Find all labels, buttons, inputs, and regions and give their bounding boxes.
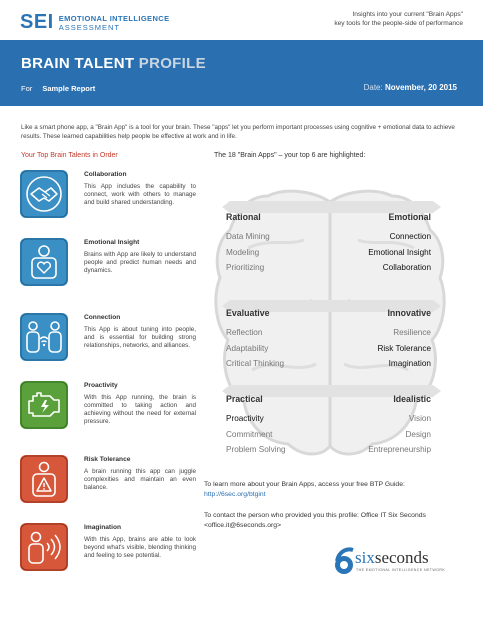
quadrant-idealistic: [368, 394, 431, 461]
brain-app: Problem Solving: [226, 445, 286, 454]
tagline-line-1: Insights into your current "Brain Apps": [352, 11, 463, 18]
brain-app-highlighted: Imagination: [388, 359, 431, 368]
talent-collaboration: [20, 170, 195, 230]
header-tagline: [334, 10, 463, 28]
six-seconds-wordmark: sixseconds: [355, 548, 429, 567]
talent-name: Imagination: [84, 524, 121, 531]
quadrant-innovative: [377, 308, 431, 375]
report-title: BRAIN TALENT PROFILE: [21, 55, 206, 72]
sei-abbr: SEI: [20, 11, 54, 33]
quadrant-title: Idealistic: [393, 394, 431, 404]
brain-app: Vision: [408, 414, 431, 423]
tagline-line-2: key tools for the people-side of performance: [334, 20, 463, 27]
talent-imagination: [20, 523, 195, 583]
talent-emotional-insight: [20, 238, 195, 298]
talent-desc: With this App, brains are able to look beyond what's visible, blending thinking and feeling to see potential.: [84, 536, 196, 559]
six-seconds-mark-icon: [333, 547, 355, 577]
brain-app-highlighted: Connection: [389, 232, 431, 241]
learn-text: To learn more about your Brain Apps, access your free BTP Guide:: [204, 481, 405, 488]
engine-icon: [20, 381, 68, 429]
brain-apps-diagram: [208, 188, 453, 470]
learn-more: [204, 480, 466, 500]
logo-line-2: ASSESSMENT: [58, 22, 121, 32]
two-people-wifi-icon: [20, 313, 68, 361]
talent-desc: This App includes the capability to connect, work with others to manage and build shared understanding.: [84, 183, 196, 206]
quadrant-rational: [226, 212, 270, 279]
quadrant-title: Emotional: [388, 212, 431, 222]
talent-name: Risk Tolerance: [84, 456, 131, 463]
brain-app: Resilience: [393, 328, 431, 337]
talent-connection: [20, 313, 195, 373]
brain-app-highlighted: Collaboration: [382, 263, 431, 272]
six-seconds-tagline: THE EMOTIONAL INTELLIGENCE NETWORK: [356, 568, 446, 572]
brain-app-highlighted: Proactivity: [226, 414, 264, 423]
brain-app: Data Mining: [226, 232, 270, 241]
brain-app: Critical Thinking: [226, 359, 285, 368]
quadrant-evaluative: [226, 308, 284, 375]
quadrant-title: Evaluative: [226, 308, 270, 318]
broadcast-person-icon: [20, 523, 68, 571]
talent-desc: Brains with App are likely to understand people and predict human needs and dynamics.: [84, 251, 196, 274]
brain-app-highlighted: Emotional Insight: [368, 247, 431, 257]
for-line: For Sample Report: [21, 84, 96, 93]
talent-desc: This App is about tuning into people, and is essential for building strong relationships, networks, and alliances.: [84, 326, 196, 349]
left-heading: Your Top Brain Talents in Order: [21, 152, 118, 159]
intro-paragraph: Like a smart phone app, a "Brain App" is a tool for your brain. These "apps" let you perform important processes using cognitive + emotional data to achieve results. These learned capabilities help people be effective at work and in life.: [21, 124, 455, 140]
handshake-icon: [20, 170, 68, 218]
talent-name: Proactivity: [84, 382, 118, 389]
brain-app-highlighted: Risk Tolerance: [377, 343, 431, 353]
talent-risk-tolerance: [20, 455, 195, 515]
talent-name: Collaboration: [84, 171, 127, 178]
talent-name: Emotional Insight: [84, 239, 140, 246]
logo-line-1: EMOTIONAL INTELLIGENCE: [58, 13, 170, 23]
report-date: Date: November, 20 2015: [363, 83, 457, 92]
quadrant-emotional: [368, 212, 431, 279]
report-subject: Sample Report: [42, 84, 96, 93]
quadrant-practical: [226, 394, 286, 461]
title-band: [0, 40, 483, 106]
brain-app: Adaptability: [226, 343, 269, 353]
quadrant-title: Rational: [226, 212, 261, 222]
brain-app: Design: [405, 429, 431, 439]
brain-app: Reflection: [226, 328, 263, 337]
talent-desc: With this App running, the brain is committed to taking action and achieving without the need for external pressure.: [84, 394, 196, 425]
talent-name: Connection: [84, 314, 121, 321]
six-seconds-logo: [333, 546, 463, 578]
heart-person-icon: [20, 238, 68, 286]
warning-person-icon: [20, 455, 68, 503]
sei-logo: [20, 11, 170, 34]
brain-app: Commitment: [226, 429, 273, 439]
brain-app: Modeling: [226, 247, 260, 257]
brain-apps-heading: The 18 "Brain Apps" – your top 6 are highlighted:: [214, 152, 366, 159]
brain-app: Prioritizing: [226, 263, 265, 272]
quadrant-title: Innovative: [387, 308, 431, 318]
contact-info: To contact the person who provided you this profile: Office IT Six Seconds <office.it@6seconds.org>: [204, 512, 426, 529]
talent-proactivity: [20, 381, 195, 441]
talent-desc: A brain running this app can juggle complexities and maintain an even balance.: [84, 468, 196, 491]
brain-app: Entrepreneurship: [368, 445, 431, 454]
quadrant-title: Practical: [226, 394, 263, 404]
btp-guide-link[interactable]: http://6sec.org/btgint: [204, 491, 266, 498]
